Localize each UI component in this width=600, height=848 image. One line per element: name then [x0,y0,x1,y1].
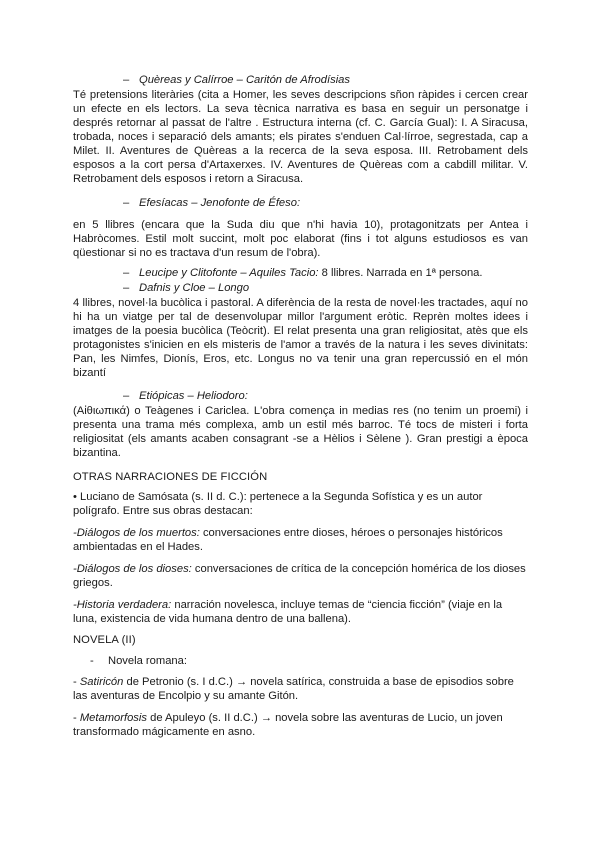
bullet-dash: – [123,267,130,279]
historia-title: -Historia verdadera: [73,599,172,611]
satiricon-title: Satiricón [79,676,124,688]
bullet-novela-romana [90,654,187,668]
dioses-title: -Diálogos de los dioses: [73,563,192,575]
historia-text: narración novelesca, incluye temas de “ciencia ficción” (viaje en la luna, existencia de vida humana dentro de una ballena). [73,599,503,625]
leucipe-text: 8 llibres. Narrada en 1ª persona. [318,267,483,279]
dioses-text: conversaciones de crítica de la concepción homérica de los dioses griegos. [73,563,526,589]
bullet-efesiacas [123,196,300,210]
metamorfosis-text: de Apuleyo (s. II d.C.) → novela sobre las aventuras de Lucio, un joven transformado mágicamente en asno. [73,712,503,738]
satiricon-prefix: - [73,676,80,688]
dioses-paragraph [73,562,528,590]
satiricon-paragraph [73,675,528,703]
bullet-quereas [123,73,350,87]
etiopicas-title: Etiópicas – Heliodoro: [139,390,248,402]
bullet-dash: – [123,390,130,402]
metamorfosis-title: Metamorfosis [79,712,147,724]
muertos-title: -Diálogos de los muertos: [73,527,200,539]
leucipe-title: Leucipe y Clitofonte – Aquiles Tacio: [139,267,319,279]
bullet-leucipe [123,266,483,280]
novela-romana-label: Novela romana: [108,655,187,667]
bullet-etiopicas [123,389,248,403]
etiopicas-paragraph: (Αἰθιωπικά) o Teàgenes i Cariclea. L'obra comença in medias res (no tenim un proemi) i presenta una trama més complexa, amb un estil més barroc. Té tocs de misteri i forta religiositat (els amants acaben consagrant -se a Hèlios i Sèlene ). Gran prestigi a època bizantina. [73,405,528,459]
efesiacas-title: Efesíacas – Jenofonte de Éfeso: [139,197,301,209]
historia-paragraph [73,598,528,626]
metamorfosis-paragraph [73,711,528,739]
luciano-paragraph: • Luciano de Samósata (s. II d. C.): pertenece a la Segunda Sofística y es un autor polígrafo. Entre sus obras destacan: [73,491,483,517]
metamorfosis-prefix: - [73,712,80,724]
satiricon-text: de Petronio (s. I d.C.) → novela satírica, construida a base de episodios sobre las aventuras de Encolpio y su amante Gitón. [73,676,514,702]
novela-heading: NOVELA (II) [73,634,136,646]
bullet-dash: - [90,655,94,667]
muertos-paragraph [73,526,528,554]
bullet-dash: – [123,74,130,86]
bullet-dash: – [123,282,130,294]
bullet-dafnis [123,281,249,295]
bullet-dash: – [123,197,130,209]
muertos-text: conversaciones entre dioses, héroes o personajes históricos ambientadas en el Hades. [73,527,503,553]
quereas-title: Quèreas y Calírroe – Caritón de Afrodísias [139,74,350,86]
quereas-paragraph: Té pretensions literàries (cita a Homer, les seves descripcions sñon ràpides i cercen crear un efecte en els lectors. La seva tècnica narrativa es basa en seguir un personatge i després retornar al passat de l'altre . Estructura interna (cf. C. García Gual): I. A Siracusa, trobada, noces i separació dels amants; els pirates s'enduen Cal·lírroe, segrestada, cap a Milet. II. Aventures de Quèreas a la recerca de la seva esposa. III. Retrobament dels esposos a la cort persa d'Artaxerxes. IV. Aventures de Quèreas com a cabdill militar. V. Retrobament dels esposos i retorn a Siracusa. [73,89,528,185]
dafnis-paragraph: 4 llibres, novel·la bucòlica i pastoral. A diferència de la resta de novel·les tractades, aquí no hi ha un viatge per tal de desenvolupar millor l'argument eròtic. Reprèn moltes idees i imatges de la poesia bucòlica (Teòcrit). El relat presenta una gran religiositat, atès que els protagonistes s'inicien en els misteris de l'amor a través de la natura i les seves divinitats: Pan, les Nimfes, Dionís, Eros, etc. Longus no va tenir una gran repercussió en el món bizantí [73,297,528,379]
efesiacas-paragraph: en 5 llibres (encara que la Suda diu que n'hi havia 10), protagonitzats per Antea i Habròcomes. Estil molt succint, molt poc elaborat (fins i tot alguns estudiosos es van qüestionar si no es tractava d'un resum de l'obra). [73,219,528,259]
dafnis-title: Dafnis y Cloe – Longo [139,282,250,294]
otras-heading: OTRAS NARRACIONES DE FICCIÓN [73,471,268,483]
